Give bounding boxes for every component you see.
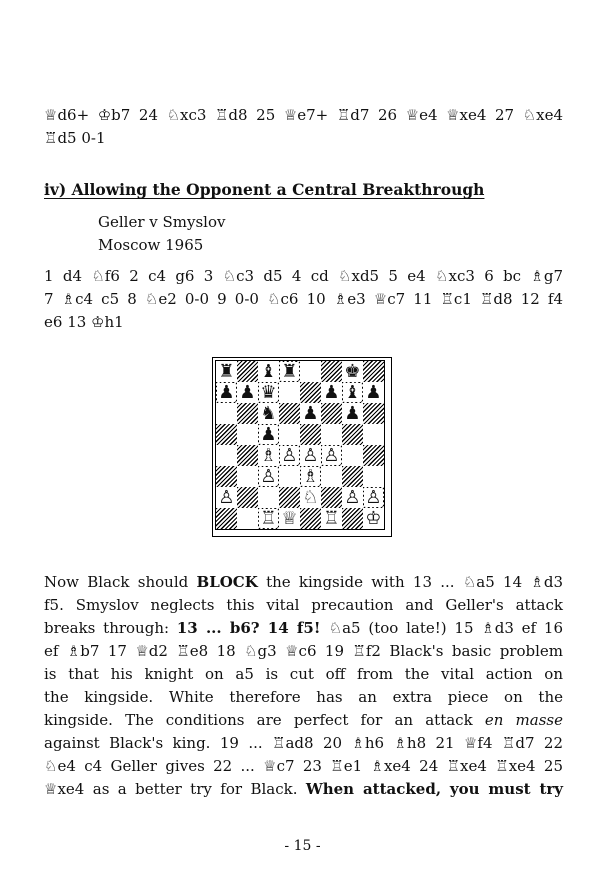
chess-piece-icon: ♜ — [218, 361, 235, 382]
square-h6 — [363, 403, 384, 424]
square-f8 — [321, 361, 342, 382]
chess-piece-icon: ♜ — [281, 361, 298, 382]
chess-piece-icon: ♖ — [323, 508, 340, 529]
square-d8 — [279, 361, 300, 382]
square-a1 — [216, 508, 237, 529]
chess-piece-icon: ♘ — [302, 487, 319, 508]
chess-piece-icon: ♟ — [260, 424, 277, 445]
commentary-bold: BLOCK — [196, 573, 258, 591]
square-a5 — [216, 424, 237, 445]
page-number: - 15 - — [284, 838, 321, 854]
intro-line-2: ♖d5 0-1 — [44, 129, 106, 147]
chess-piece-icon: ♝ — [344, 382, 361, 403]
square-f7 — [321, 382, 342, 403]
square-b1 — [237, 508, 258, 529]
square-h8 — [363, 361, 384, 382]
square-d1 — [279, 508, 300, 529]
square-b5 — [237, 424, 258, 445]
chess-piece-icon: ♙ — [344, 487, 361, 508]
square-h2 — [363, 487, 384, 508]
square-f4 — [321, 445, 342, 466]
square-h1 — [363, 508, 384, 529]
square-f2 — [321, 487, 342, 508]
commentary-line-6: the kingside. White therefore has an extra piece on the — [44, 688, 563, 706]
square-g8 — [342, 361, 363, 382]
square-b8 — [237, 361, 258, 382]
commentary-line-10 — [44, 780, 563, 798]
square-c1 — [258, 508, 279, 529]
chess-piece-icon: ♚ — [344, 361, 361, 382]
square-d5 — [279, 424, 300, 445]
square-d2 — [279, 487, 300, 508]
square-e4 — [300, 445, 321, 466]
commentary-italic: en masse — [484, 711, 563, 729]
square-g2 — [342, 487, 363, 508]
chess-piece-icon: ♙ — [260, 466, 277, 487]
chess-piece-icon: ♙ — [323, 445, 340, 466]
commentary-text: Now Black should — [44, 573, 197, 591]
square-g5 — [342, 424, 363, 445]
square-c5 — [258, 424, 279, 445]
chess-diagram — [212, 357, 392, 537]
square-g4 — [342, 445, 363, 466]
chess-piece-icon: ♗ — [302, 466, 319, 487]
commentary-line-8: against Black's king. 19 ... ♖ad8 20 ♗h6 ♗h8 21 ♕f4 ♖d7 22 — [44, 734, 563, 752]
square-d7 — [279, 382, 300, 403]
square-a4 — [216, 445, 237, 466]
square-a8 — [216, 361, 237, 382]
game-players: Geller v Smyslov — [98, 213, 226, 231]
commentary-line-9: ♘e4 c4 Geller gives 22 ... ♕c7 23 ♖e1 ♗xe4 24 ♖xe4 ♖xe4 25 — [44, 757, 563, 775]
commentary-line-2: f5. Smyslov neglects this vital precaution and Geller's attack — [44, 596, 563, 614]
square-f5 — [321, 424, 342, 445]
square-g6 — [342, 403, 363, 424]
section-heading: iv) Allowing the Opponent a Central Breakthrough — [44, 180, 485, 199]
square-b3 — [237, 466, 258, 487]
commentary-line-4: ef ♗b7 17 ♕d2 ♖e8 18 ♘g3 ♕c6 19 ♖f2 Black's basic problem — [44, 642, 563, 660]
square-g3 — [342, 466, 363, 487]
square-d3 — [279, 466, 300, 487]
square-e5 — [300, 424, 321, 445]
chess-piece-icon: ♟ — [344, 403, 361, 424]
square-f3 — [321, 466, 342, 487]
commentary-line-1 — [44, 573, 563, 591]
square-e8 — [300, 361, 321, 382]
chess-piece-icon: ♞ — [260, 403, 277, 424]
chess-board — [215, 360, 385, 530]
commentary-line-3 — [44, 619, 563, 637]
square-e7 — [300, 382, 321, 403]
opening-moves-line-2: 7 ♗c4 c5 8 ♘e2 0-0 9 0-0 ♘c6 10 ♗e3 ♕c7 11 ♖c1 ♖d8 12 f4 — [44, 290, 563, 308]
commentary-line-7 — [44, 711, 563, 729]
square-g1 — [342, 508, 363, 529]
square-c2 — [258, 487, 279, 508]
square-b4 — [237, 445, 258, 466]
square-a7 — [216, 382, 237, 403]
square-a2 — [216, 487, 237, 508]
game-event: Moscow 1965 — [98, 236, 204, 254]
opening-moves-line-1: 1 d4 ♘f6 2 c4 g6 3 ♘c3 d5 4 cd ♘xd5 5 e4 ♘xc3 6 bc ♗g7 — [44, 267, 563, 285]
chess-piece-icon: ♛ — [260, 382, 277, 403]
square-c8 — [258, 361, 279, 382]
square-a3 — [216, 466, 237, 487]
commentary-bold: 13 ... b6? 14 f5! — [176, 619, 329, 637]
commentary-text: kingside. The conditions are perfect for an attack — [44, 711, 485, 729]
commentary-line-5: is that his knight on a5 is cut off from the vital action on — [44, 665, 563, 683]
chess-piece-icon: ♙ — [281, 445, 298, 466]
square-b6 — [237, 403, 258, 424]
square-c3 — [258, 466, 279, 487]
square-h7 — [363, 382, 384, 403]
chess-piece-icon: ♝ — [260, 361, 277, 382]
square-e3 — [300, 466, 321, 487]
chess-piece-icon: ♕ — [281, 508, 298, 529]
square-e6 — [300, 403, 321, 424]
square-c4 — [258, 445, 279, 466]
square-f1 — [321, 508, 342, 529]
commentary-text: breaks through: — [44, 619, 177, 637]
chess-piece-icon: ♖ — [260, 508, 277, 529]
square-h5 — [363, 424, 384, 445]
square-c7 — [258, 382, 279, 403]
square-b2 — [237, 487, 258, 508]
intro-line-1: ♕d6+ ♔b7 24 ♘xc3 ♖d8 25 ♕e7+ ♖d7 26 ♕e4 ♕xe4 27 ♘xe4 — [44, 106, 563, 124]
chess-piece-icon: ♙ — [365, 487, 382, 508]
chess-piece-icon: ♔ — [365, 508, 382, 529]
commentary-text: ♕xe4 as a better try for Black. — [44, 780, 306, 798]
square-f6 — [321, 403, 342, 424]
square-g7 — [342, 382, 363, 403]
chess-piece-icon: ♟ — [302, 403, 319, 424]
square-h4 — [363, 445, 384, 466]
square-c6 — [258, 403, 279, 424]
commentary-text: ♘a5 (too late!) 15 ♗d3 ef 16 — [328, 619, 563, 637]
commentary-bold: When attacked, you must try — [305, 780, 563, 798]
opening-moves-line-3: e6 13 ♔h1 — [44, 313, 124, 331]
chess-piece-icon: ♙ — [302, 445, 319, 466]
square-a6 — [216, 403, 237, 424]
chess-piece-icon: ♙ — [218, 487, 235, 508]
square-d6 — [279, 403, 300, 424]
chess-piece-icon: ♟ — [239, 382, 256, 403]
chess-piece-icon: ♟ — [365, 382, 382, 403]
square-b7 — [237, 382, 258, 403]
chess-piece-icon: ♟ — [218, 382, 235, 403]
square-e2 — [300, 487, 321, 508]
square-h3 — [363, 466, 384, 487]
commentary-text: the kingside with 13 ... ♘a5 14 ♗d3 — [257, 573, 563, 591]
square-e1 — [300, 508, 321, 529]
chess-piece-icon: ♟ — [323, 382, 340, 403]
chess-piece-icon: ♗ — [260, 445, 277, 466]
square-d4 — [279, 445, 300, 466]
